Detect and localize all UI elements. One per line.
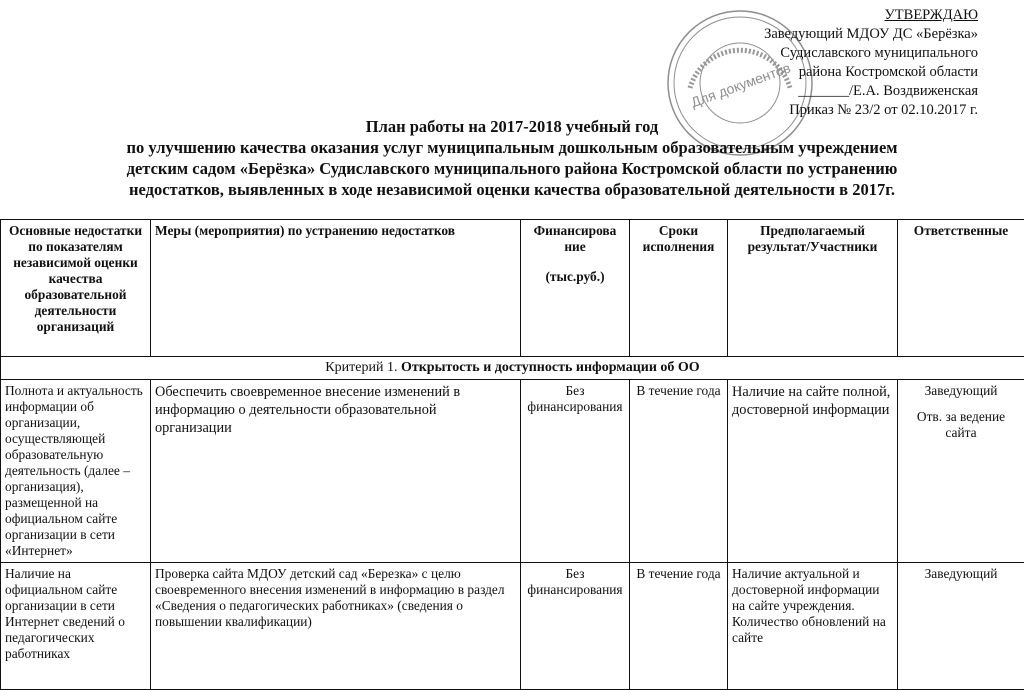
cell-deadline: В течение года (630, 380, 728, 563)
criterion-row (1, 357, 1024, 380)
approver-signature: _______/Е.А. Воздвиженская (764, 82, 978, 101)
table-row (1, 380, 1024, 563)
cell-responsible (898, 563, 1024, 690)
criterion-prefix: Критерий 1. (325, 360, 401, 375)
title-line-2: по улучшению качества оказания услуг муниципальным дошкольным образовательным учреждением (0, 137, 1024, 158)
header-deficiencies: Основные недостатки по показателям независимой оценки качества образовательной деятельности организаций (1, 220, 151, 357)
table-header-row (1, 220, 1024, 357)
plan-table (0, 219, 1024, 690)
header-financing (521, 220, 630, 357)
approver-position-2: Судиславского муниципального (764, 44, 978, 63)
cell-financing: Без финансирования (521, 380, 630, 563)
cell-deficiency: Полнота и актуальность информации об организации, осуществляющей образовательную деятельность (далее – организация), размещенной на официальном сайте организации в сети «Интернет» (1, 380, 151, 563)
cell-measure: Обеспечить своевременное внесение изменений в информацию о деятельности образовательной организации (151, 380, 521, 563)
title-line-3: детским садом «Берёзка» Судиславского муниципального района Костромской области по устранению (0, 158, 1024, 179)
cell-deficiency: Наличие на официальном сайте организации в сети Интернет сведений о педагогических работниках (1, 563, 151, 690)
approval-order: Приказ № 23/2 от 02.10.2017 г. (764, 101, 978, 120)
cell-result: Наличие на сайте полной, достоверной информации (728, 380, 898, 563)
responsible-secondary: Отв. за ведение сайта (902, 409, 1020, 441)
title-line-1: План работы на 2017-2018 учебный год (0, 116, 1024, 137)
document-title (0, 116, 1024, 200)
responsible-primary: Заведующий (902, 566, 1020, 582)
cell-measure: Проверка сайта МДОУ детский сад «Березка» с целю своевременного внесения изменений в информацию в раздел «Сведения о педагогических работниках» (сведения о повышении квалификации) (151, 563, 521, 690)
cell-deadline: В течение года (630, 563, 728, 690)
cell-responsible (898, 380, 1024, 563)
header-financing-label: Финансирова ние (525, 223, 625, 255)
title-line-4: недостатков, выявленных в ходе независимой оценки качества образовательной деятельности в 2017г. (0, 179, 1024, 200)
criterion-name: Открытость и доступность информации об ОО (401, 360, 700, 375)
approver-position-3: района Костромской области (764, 63, 978, 82)
table-row (1, 563, 1024, 690)
approver-position: Заведующий МДОУ ДС «Берёзка» (764, 25, 978, 44)
header-result: Предполагаемый результат/Участники (728, 220, 898, 357)
header-measures: Меры (мероприятия) по устранению недостатков (151, 220, 521, 357)
cell-financing: Без финансирования (521, 563, 630, 690)
svg-text:Для документов: Для документов (689, 59, 793, 110)
header-financing-unit: (тыс.руб.) (525, 269, 625, 285)
header-responsible: Ответственные (898, 220, 1024, 357)
criterion-cell (1, 357, 1024, 380)
cell-result: Наличие актуальной и достоверной информации на сайте учреждения. Количество обновлений на сайте (728, 563, 898, 690)
responsible-primary: Заведующий (902, 383, 1020, 399)
approve-label: УТВЕРЖДАЮ (764, 6, 978, 25)
header-deadline: Сроки исполнения (630, 220, 728, 357)
